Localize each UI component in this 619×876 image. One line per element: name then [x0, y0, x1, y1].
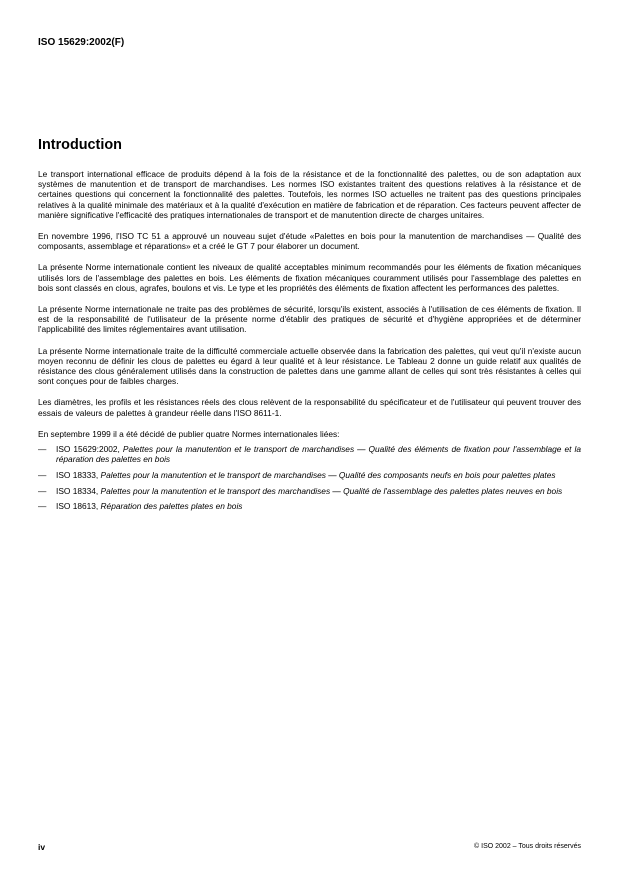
list-dash: — — [38, 469, 47, 480]
related-standards-list — [38, 444, 581, 512]
page-title: Introduction — [38, 137, 122, 153]
list-dash: — — [38, 444, 47, 455]
paragraph: La présente Norme internationale ne traite pas des problèmes de sécurité, lorsqu'ils existent, associés à l'utilisation de ces éléments de fixation. Il est de la responsabilité de l'utilisateur de la présente norme d'établir des pratiques de sécurité et d'hygiène appropriées et de déterminer l'applicabilité des limites réglementaires avant utilisation. — [38, 304, 581, 335]
list-item — [38, 501, 581, 511]
list-item — [38, 470, 581, 480]
paragraph: En novembre 1996, l'ISO TC 51 a approuvé un nouveau sujet d'étude «Palettes en bois pour la manutention de marchandises — Qualité des composants, assemblage et réparations» et a créé le GT 7 pour élaborer un document. — [38, 231, 581, 252]
paragraph: Les diamètres, les profils et les résistances réels des clous relèvent de la responsabilité du spécificateur et de l'utilisateur qui peuvent trouver des essais de valeurs de palettes à grandeur réelle dans l'ISO 8611-1. — [38, 397, 581, 418]
standard-reference: ISO 18613, — [56, 501, 101, 512]
standard-title: Réparation des palettes plates en bois — [100, 501, 243, 512]
standard-title: Palettes pour la manutention et le transport de marchandises — Qualité des éléments de fixation pour l'assemblage et la réparation des palettes en bois — [56, 444, 581, 465]
standard-reference: ISO 15629:2002, — [56, 444, 123, 455]
standard-reference: ISO 18334, — [56, 485, 101, 496]
paragraph: Le transport international efficace de produits dépend à la fois de la résistance et de la fonctionnalité des palettes, ou de son adaptation aux systèmes de manutention et de transport de marchandises. Les normes ISO existantes traitent des questions relatives à la résistance et de certaines questions qui concernent la fonctionnalité des palettes. Toutefois, les normes ISO actuelles ne traitent pas des questions principales relatives à la qualité minimale des matériaux et à la qualité d'exécution en matière de fabrication et de réparation. Ces facteurs peuvent affecter de manière significative l'efficacité des pratiques internationales de transport et de manutention directe de charges unitaires. — [38, 169, 581, 220]
document-id: ISO 15629:2002(F) — [38, 37, 125, 48]
standard-title: Palettes pour la manutention et le transport de marchandises — Qualité des composants neufs en bois pour palettes plates — [100, 469, 556, 480]
list-dash: — — [38, 485, 47, 496]
standard-title: Palettes pour la manutention et le transport des marchandises — Qualité de l'assemblage des palettes plates neuves en bois — [100, 485, 563, 496]
standard-reference: ISO 18333, — [56, 469, 101, 480]
copyright-notice: © ISO 2002 – Tous droits réservés — [474, 843, 581, 850]
paragraph: La présente Norme internationale contient les niveaux de qualité acceptables minimum recommandés pour les éléments de fixation mécaniques utilisés lors de l'assemblage des palettes en bois. Les éléments de fixation mécaniques couramment utilisés pour l'assemblage des palettes en bois sont classés en clous, agrafes, boulons et vis. Le type et les propriétés des éléments de fixation affectent les performances des palettes. — [38, 262, 581, 293]
page-number: iv — [38, 842, 46, 852]
paragraph: La présente Norme internationale traite de la difficulté commerciale actuelle observée dans la fabrication des palettes, qui veut qu'il n'existe aucun moyen reconnu de définir les clous de palettes eu égard à leur qualité et à leur résistance. Le Tableau 2 donne un guide relatif aux qualités de résistance des clous généralement utilisés dans la construction de palettes dans une gamme allant de celles qui sont très résistantes à celles qui sont conçues pour de faibles charges. — [38, 345, 581, 387]
list-item — [38, 486, 581, 496]
introduction-body — [38, 169, 581, 517]
list-item — [38, 444, 581, 464]
list-dash: — — [38, 501, 47, 512]
paragraph: En septembre 1999 il a été décidé de publier quatre Normes internationales liées: — [38, 428, 340, 439]
